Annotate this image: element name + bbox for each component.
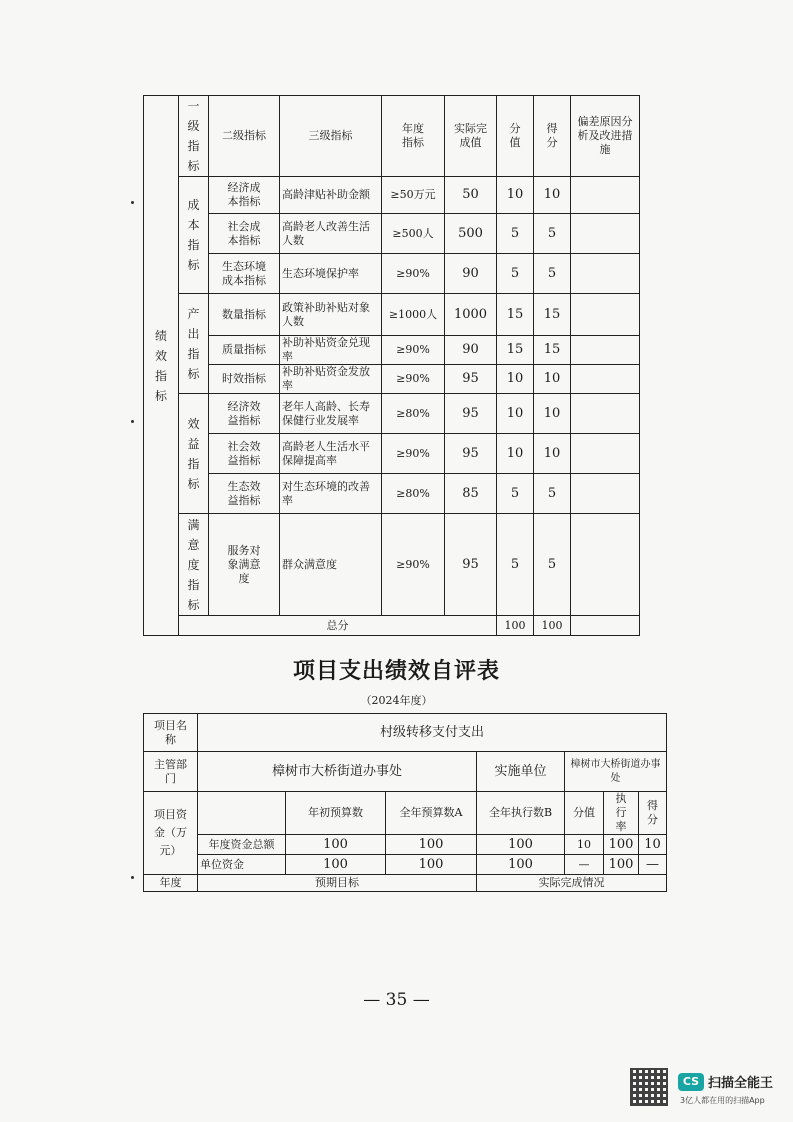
dept-row (144, 752, 667, 792)
l3-cell: 高龄老人改善生活人数 (280, 214, 382, 254)
scanner-watermark (630, 1068, 780, 1108)
reason-cell (571, 294, 640, 336)
l3-cell: 群众满意度 (280, 514, 382, 616)
table-row (144, 434, 640, 474)
weight-cell: 10 (565, 835, 604, 855)
funds-header-blank (198, 792, 286, 835)
watermark-name: 扫描全能王 (708, 1076, 774, 1091)
actual-cell: 500 (445, 214, 497, 254)
score-cell: 10 (534, 434, 571, 474)
weight-cell: 5 (497, 254, 534, 294)
rate-cell: 100 (604, 835, 639, 855)
group-satisfaction: 满意度指标 (179, 514, 209, 616)
total-score: 100 (534, 616, 571, 636)
reason-cell (571, 336, 640, 365)
total-reason (571, 616, 640, 636)
target-cell: ≥90% (382, 336, 445, 365)
actual-cell: 95 (445, 434, 497, 474)
target-cell: ≥500人 (382, 214, 445, 254)
table-row (144, 365, 640, 394)
initial-cell: 100 (286, 835, 386, 855)
target-cell: ≥50万元 (382, 177, 445, 214)
reason-cell (571, 254, 640, 294)
binding-dot (131, 420, 134, 423)
table-row (144, 474, 640, 514)
table-row (144, 514, 640, 616)
weight-cell: 10 (497, 434, 534, 474)
table-row (144, 855, 667, 875)
page-subtitle: （2024年度） (360, 694, 433, 707)
reason-cell (571, 474, 640, 514)
qr-code-icon (630, 1068, 668, 1106)
actual-cell: 90 (445, 336, 497, 365)
l2-cell: 质量指标 (209, 336, 280, 365)
weight-cell: 10 (497, 365, 534, 394)
header-level2: 二级指标 (209, 96, 280, 177)
score-cell: 10 (534, 177, 571, 214)
l2-cell: 服务对象满意度 (209, 514, 280, 616)
table-row (144, 336, 640, 365)
l3-cell: 补助补贴资金发放率 (280, 365, 382, 394)
l3-cell: 对生态环境的改善率 (280, 474, 382, 514)
dept-value: 樟树市大桥街道办事处 (198, 752, 477, 792)
project-name-row (144, 714, 667, 752)
target-cell: ≥80% (382, 474, 445, 514)
table-row (144, 177, 640, 214)
target-cell: ≥80% (382, 394, 445, 434)
header-level1: 一级指标 (179, 96, 209, 177)
table-row (144, 835, 667, 855)
actual-cell: 95 (445, 514, 497, 616)
header-reason: 偏差原因分析及改进措施 (571, 96, 640, 177)
l3-cell: 补助补贴资金兑现率 (280, 336, 382, 365)
binding-dot (131, 876, 134, 879)
reason-cell (571, 214, 640, 254)
group-benefit: 效益指标 (179, 394, 209, 514)
expected-label: 预期目标 (198, 875, 477, 892)
impl-label: 实施单位 (477, 752, 565, 792)
page-number: — 35 — (363, 990, 430, 1010)
actual-label: 实际完成情况 (477, 875, 667, 892)
l2-cell: 经济成本指标 (209, 177, 280, 214)
total-row (144, 616, 640, 636)
actual-cell: 95 (445, 365, 497, 394)
score-cell: 15 (534, 294, 571, 336)
l2-cell: 生态环境成本指标 (209, 254, 280, 294)
actual-cell: 1000 (445, 294, 497, 336)
weight-cell: 5 (497, 474, 534, 514)
l2-cell: 社会效益指标 (209, 434, 280, 474)
table-row (144, 214, 640, 254)
reason-cell (571, 365, 640, 394)
l2-cell: 社会成本指标 (209, 214, 280, 254)
cs-logo-icon: CS (678, 1073, 704, 1091)
watermark-tagline: 3亿人都在用的扫描App (680, 1096, 765, 1105)
col-weight: 分值 (565, 792, 604, 835)
project-name-label: 项目名称 (144, 714, 198, 752)
header-level3: 三级指标 (280, 96, 382, 177)
table-header-row (144, 96, 640, 177)
l3-cell: 高龄津贴补助金额 (280, 177, 382, 214)
exec-cell: 100 (477, 835, 565, 855)
l2-cell: 生态效益指标 (209, 474, 280, 514)
target-cell: ≥90% (382, 514, 445, 616)
header-actual: 实际完成值 (445, 96, 497, 177)
weight-cell: 10 (497, 394, 534, 434)
target-cell: ≥90% (382, 365, 445, 394)
funds-label: 项目资金（万元） (144, 792, 198, 875)
weight-cell: 15 (497, 336, 534, 365)
initial-cell: 100 (286, 855, 386, 875)
row-label: 年度资金总额 (198, 835, 286, 855)
binding-dot (131, 201, 134, 204)
score-cell: — (639, 855, 667, 875)
col-score: 得分 (639, 792, 667, 835)
full-cell: 100 (386, 835, 477, 855)
weight-cell: 5 (497, 514, 534, 616)
score-cell: 10 (639, 835, 667, 855)
score-cell: 10 (534, 394, 571, 434)
header-score: 得分 (534, 96, 571, 177)
l3-cell: 政策补助补贴对象人数 (280, 294, 382, 336)
col-initial: 年初预算数 (286, 792, 386, 835)
group-output: 产出指标 (179, 294, 209, 394)
category-cell: 绩效指标 (144, 96, 179, 636)
score-cell: 10 (534, 365, 571, 394)
group-cost: 成本指标 (179, 177, 209, 294)
table-row (144, 254, 640, 294)
col-full-a: 全年预算数A (386, 792, 477, 835)
score-cell: 5 (534, 514, 571, 616)
row-label: 单位资金 (198, 855, 286, 875)
table-row (144, 294, 640, 336)
header-weight: 分值 (497, 96, 534, 177)
l2-cell: 经济效益指标 (209, 394, 280, 434)
table-row (144, 394, 640, 434)
l3-cell: 老年人高龄、长寿保健行业发展率 (280, 394, 382, 434)
col-rate: 执行率 (604, 792, 639, 835)
target-cell: ≥90% (382, 434, 445, 474)
expenditure-table (143, 713, 667, 892)
score-cell: 5 (534, 254, 571, 294)
l2-cell: 时效指标 (209, 365, 280, 394)
reason-cell (571, 394, 640, 434)
weight-cell: 10 (497, 177, 534, 214)
actual-cell: 85 (445, 474, 497, 514)
indicator-table (143, 95, 640, 636)
target-cell: ≥1000人 (382, 294, 445, 336)
reason-cell (571, 434, 640, 474)
rate-cell: 100 (604, 855, 639, 875)
year-label: 年度 (144, 875, 198, 892)
l3-cell: 高龄老人生活水平保障提高率 (280, 434, 382, 474)
total-weight: 100 (497, 616, 534, 636)
dept-label: 主管部门 (144, 752, 198, 792)
year-row (144, 875, 667, 892)
score-cell: 5 (534, 474, 571, 514)
total-label: 总分 (179, 616, 497, 636)
exec-cell: 100 (477, 855, 565, 875)
reason-cell (571, 177, 640, 214)
score-cell: 5 (534, 214, 571, 254)
funds-header-row (144, 792, 667, 835)
actual-cell: 90 (445, 254, 497, 294)
target-cell: ≥90% (382, 254, 445, 294)
project-name-value: 村级转移支付支出 (198, 714, 667, 752)
l3-cell: 生态环境保护率 (280, 254, 382, 294)
impl-value: 樟树市大桥街道办事处 (565, 752, 667, 792)
reason-cell (571, 514, 640, 616)
l2-cell: 数量指标 (209, 294, 280, 336)
score-cell: 15 (534, 336, 571, 365)
full-cell: 100 (386, 855, 477, 875)
header-target: 年度指标 (382, 96, 445, 177)
weight-cell: 15 (497, 294, 534, 336)
weight-cell: 5 (497, 214, 534, 254)
page-title: 项目支出绩效自评表 (292, 658, 500, 684)
weight-cell: — (565, 855, 604, 875)
actual-cell: 95 (445, 394, 497, 434)
col-exec-b: 全年执行数B (477, 792, 565, 835)
actual-cell: 50 (445, 177, 497, 214)
